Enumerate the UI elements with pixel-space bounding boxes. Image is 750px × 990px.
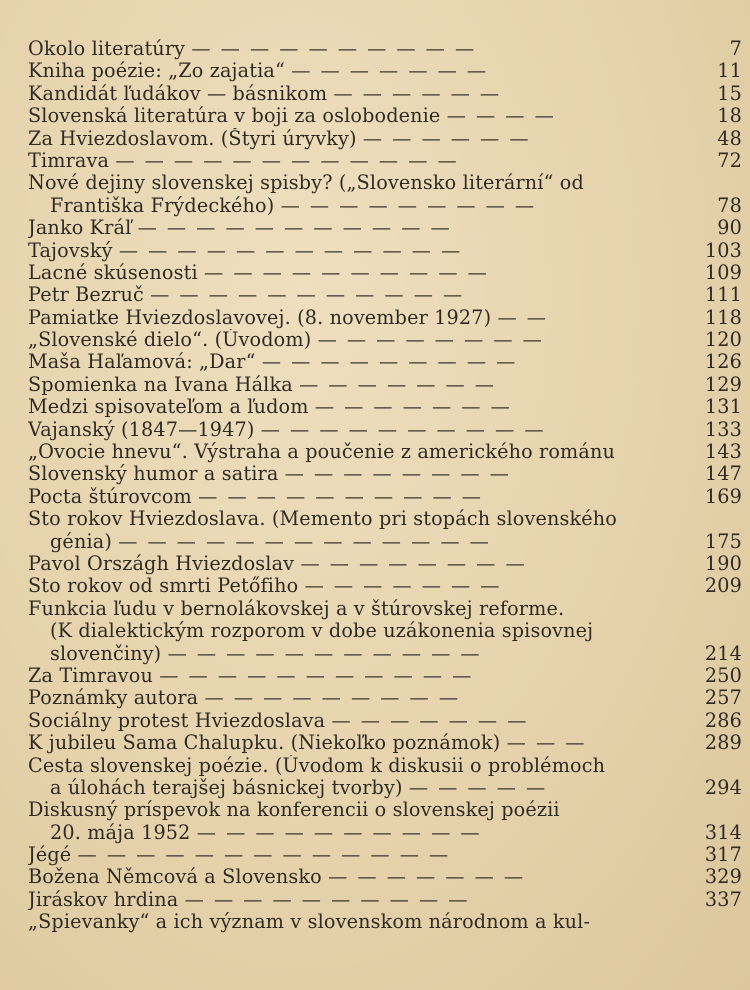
toc-entry-line <box>28 844 742 866</box>
leader-dashes: — — — — — — <box>362 127 531 150</box>
toc-entry <box>28 396 742 418</box>
toc-entry <box>28 508 742 553</box>
toc-entry-line <box>28 195 742 217</box>
toc-entry-line <box>28 755 742 777</box>
toc-entry-title: Vajanský (1847—1947) <box>28 418 255 441</box>
page-number: 72 <box>717 148 742 172</box>
toc-entry-title: Pocta štúrovcom <box>28 485 192 508</box>
toc-entry-title: Maša Haľamová: „Dar“ <box>28 351 256 374</box>
leader-dashes: — — — <box>506 732 587 755</box>
toc-entry-title: „Spievanky“ a ich význam v slovenskom národnom a kul- <box>28 911 591 934</box>
toc-entry <box>28 128 742 150</box>
leader-dashes: — — — — — — — — — <box>280 194 537 217</box>
toc-entry-line <box>28 396 742 418</box>
toc-entry <box>28 710 742 732</box>
toc-entry-title: a úlohách terajšej básnickej tvorby) <box>50 776 403 799</box>
page-number: 111 <box>704 283 742 307</box>
toc-entry-line <box>28 822 742 844</box>
page-number: 18 <box>717 104 742 128</box>
toc-entry <box>28 329 742 351</box>
toc-entry <box>28 553 742 575</box>
page-number: 90 <box>717 216 742 240</box>
leader-dashes: — — — — — — — — — <box>204 687 461 710</box>
toc-entry-title: Tajovský <box>28 239 113 262</box>
toc-entry-title: Za Timravou <box>28 664 154 687</box>
toc-entry-line <box>28 508 742 530</box>
page-number: 120 <box>704 328 742 352</box>
toc-entry-title: Slovenská literatúra v boji za oslobodenie <box>28 105 441 128</box>
leader-dashes: — — — — — — — <box>291 60 489 83</box>
leader-dashes: — — — — — — — — <box>300 552 527 575</box>
toc-entry <box>28 889 742 911</box>
toc-entry-line <box>28 799 742 821</box>
leader-dashes: — — — — — — — — — — <box>260 418 546 441</box>
page-number: 131 <box>704 395 742 419</box>
toc-entry-line <box>28 553 742 575</box>
page-number: 175 <box>704 529 742 553</box>
leader-dashes: — — — — — — — — — — — — — <box>77 844 451 867</box>
toc-entry <box>28 732 742 754</box>
toc-entry-line <box>28 575 742 597</box>
toc-entry-line <box>28 710 742 732</box>
toc-entry-line <box>28 441 742 463</box>
page-number: 118 <box>704 305 742 329</box>
toc-entry-line <box>28 329 742 351</box>
toc-entry-line <box>28 687 742 709</box>
toc-entry-title: Sociálny protest Hviezdoslava <box>28 709 326 732</box>
toc-entry <box>28 374 742 396</box>
toc-entry-title: Lacné skúsenosti <box>28 261 198 284</box>
toc-entry-title: Pamiatke Hviezdoslavovej. (8. november 1927) <box>28 306 492 329</box>
page-number: 190 <box>704 551 742 575</box>
page-number: 103 <box>704 238 742 262</box>
toc-entry-title: Sto rokov od smrti Petőfiho <box>28 575 299 598</box>
toc-entry <box>28 172 742 217</box>
leader-dashes: — — — — — — — — — — — <box>137 217 452 240</box>
toc-entry <box>28 486 742 508</box>
page-number: 147 <box>704 462 742 486</box>
page-number: 109 <box>704 260 742 284</box>
leader-dashes: — — — — — — — — — — — <box>150 284 465 307</box>
toc-entry <box>28 441 742 463</box>
toc-entry-title: 20. mája 1952 <box>50 821 191 844</box>
toc-entry-line <box>28 128 742 150</box>
page-number: 143 <box>704 440 742 464</box>
leader-dashes: — — — — — — — — — — — <box>167 642 482 665</box>
page-number: 78 <box>717 193 742 217</box>
toc-entry <box>28 351 742 373</box>
leader-dashes: — — — — — — <box>333 82 502 105</box>
toc-entry-line <box>28 419 742 441</box>
toc-entry-line <box>28 262 742 284</box>
toc-entry-title: (K dialektickým rozporom v dobe uzákonenia spisovnej <box>50 620 594 643</box>
toc-entry <box>28 217 742 239</box>
toc-entry-line <box>28 172 742 194</box>
toc-entry-line <box>28 732 742 754</box>
page-number: 337 <box>704 887 742 911</box>
page-number: 257 <box>704 686 742 710</box>
toc-entry-line <box>28 889 742 911</box>
table-of-contents <box>28 38 742 934</box>
toc-entry-line <box>28 105 742 127</box>
toc-entry <box>28 307 742 329</box>
page-number: 214 <box>704 641 742 665</box>
toc-entry-title: Františka Frýdeckého) <box>50 194 275 217</box>
toc-entry-title: Cesta slovenskej poézie. (Úvodom k diskusii o problémoch <box>28 754 606 777</box>
toc-entry-line <box>28 665 742 687</box>
toc-entry <box>28 799 742 844</box>
toc-entry-title: Poznámky autora <box>28 687 199 710</box>
leader-dashes: — — — — — <box>408 776 548 799</box>
leader-dashes: — — — — — — — — — <box>261 351 518 374</box>
leader-dashes: — — — — — — — — — — <box>204 261 489 284</box>
toc-entry-line <box>28 911 742 933</box>
leader-dashes: — — — — — — — — <box>284 463 511 486</box>
toc-entry-line <box>28 374 742 396</box>
toc-entry-title: Janko Kráľ <box>28 217 132 240</box>
page-number: 250 <box>704 663 742 687</box>
leader-dashes: — — — — — — — — — — — — <box>115 149 459 172</box>
toc-entry <box>28 60 742 82</box>
toc-entry <box>28 105 742 127</box>
toc-entry <box>28 755 742 800</box>
page-number: 7 <box>729 36 742 60</box>
toc-entry-line <box>28 866 742 888</box>
toc-entry-line <box>28 351 742 373</box>
page-number: 209 <box>704 574 742 598</box>
toc-entry <box>28 83 742 105</box>
page-number: 133 <box>704 417 742 441</box>
toc-entry-title: génia) <box>50 530 112 553</box>
toc-entry-title: Nové dejiny slovenskej spisby? („Slovensko literární“ od <box>28 172 584 195</box>
toc-entry <box>28 687 742 709</box>
toc-entry-line <box>28 598 742 620</box>
leader-dashes: — — — — — — — <box>314 396 512 419</box>
toc-entry <box>28 866 742 888</box>
leader-dashes: — — — — — — — — — — <box>198 485 483 508</box>
page-number: 329 <box>704 865 742 889</box>
toc-entry-title: „Slovenské dielo“. (Úvodom) <box>28 329 312 352</box>
page-number: 294 <box>704 775 742 799</box>
leader-dashes: — — — — — — — — — — — — <box>118 239 463 262</box>
toc-entry <box>28 598 742 665</box>
page-number: 169 <box>704 484 742 508</box>
toc-entry <box>28 844 742 866</box>
toc-entry <box>28 575 742 597</box>
toc-entry-title: Pavol Országh Hviezdoslav <box>28 552 295 575</box>
leader-dashes: — — — — — — — — — — — — — <box>118 530 491 553</box>
toc-entry-line <box>28 777 742 799</box>
toc-entry-line <box>28 620 742 642</box>
toc-entry <box>28 150 742 172</box>
leader-dashes: — — — — — — — — <box>317 329 544 352</box>
toc-entry-line <box>28 307 742 329</box>
toc-entry-line <box>28 83 742 105</box>
toc-entry-line <box>28 643 742 665</box>
toc-entry <box>28 911 742 933</box>
toc-entry-title: slovenčiny) <box>50 642 162 665</box>
leader-dashes: — — — — — — — <box>299 373 496 396</box>
toc-entry <box>28 240 742 262</box>
toc-entry-title: Kandidát ľudákov — básnikom <box>28 82 328 105</box>
leader-dashes: — — — — — — — — — — <box>184 888 470 911</box>
toc-entry-title: Timrava <box>28 149 110 172</box>
leader-dashes: — — — — — — — <box>328 866 526 889</box>
toc-entry <box>28 665 742 687</box>
toc-entry-title: Petr Bezruč <box>28 284 144 307</box>
leader-dashes: — — — — — — — — — — <box>191 38 477 60</box>
toc-entry <box>28 419 742 441</box>
page-number: 48 <box>717 126 742 150</box>
toc-entry-line <box>28 284 742 306</box>
toc-entry-title: „Ovocie hnevu“. Výstraha a poučenie z amerického románu <box>28 441 616 464</box>
page-number: 289 <box>704 731 742 755</box>
toc-entry-line <box>28 486 742 508</box>
toc-entry <box>28 38 742 60</box>
leader-dashes: — — — — — — — <box>331 709 529 732</box>
toc-entry-title: K jubileu Sama Chalupku. (Niekoľko poznámok) <box>28 732 501 755</box>
leader-dashes: — — <box>497 306 548 329</box>
toc-entry-title: Sto rokov Hviezdoslava. (Memento pri stopách slovenského <box>28 508 617 531</box>
toc-entry-title: Božena Němcová a Slovensko <box>28 866 322 889</box>
toc-entry-line <box>28 60 742 82</box>
leader-dashes: — — — — — — — — — — — <box>159 664 474 687</box>
page-number: 126 <box>704 350 742 374</box>
toc-entry-title: Okolo literatúry <box>28 38 186 60</box>
page-number: 286 <box>704 708 742 732</box>
toc-entry-line <box>28 463 742 485</box>
page-number: 15 <box>717 81 742 105</box>
toc-entry-line <box>28 240 742 262</box>
toc-entry-title: Za Hviezdoslavom. (Štyri úryvky) <box>28 127 357 150</box>
toc-entry-line <box>28 150 742 172</box>
toc-entry-title: Spomienka na Ivana Hálka <box>28 373 293 396</box>
leader-dashes: — — — — <box>446 105 556 128</box>
page-number: 314 <box>704 820 742 844</box>
leader-dashes: — — — — — — — — — — <box>196 821 482 844</box>
toc-entry-title: Slovenský humor a satira <box>28 463 279 486</box>
page-number: 317 <box>704 843 742 867</box>
toc-entry <box>28 262 742 284</box>
toc-entry-title: Medzi spisovateľom a ľudom <box>28 396 309 419</box>
toc-entry-title: Diskusný príspevok na konferencii o slovenskej poézii <box>28 799 560 822</box>
toc-entry-title: Funkcia ľudu v bernolákovskej a v štúrovskej reforme. <box>28 597 565 620</box>
toc-entry-line <box>28 531 742 553</box>
page-number: 11 <box>717 59 742 83</box>
toc-entry-title: Jégé <box>28 844 72 867</box>
toc-entry-title: Jiráskov hrdina <box>28 888 179 911</box>
toc-entry-line <box>28 217 742 239</box>
toc-entry <box>28 463 742 485</box>
leader-dashes: — — — — — — — <box>304 575 502 598</box>
toc-entry-line <box>28 38 742 60</box>
page-number: 129 <box>704 372 742 396</box>
toc-entry-title: Kniha poézie: „Zo zajatia“ <box>28 60 285 83</box>
toc-entry <box>28 284 742 306</box>
